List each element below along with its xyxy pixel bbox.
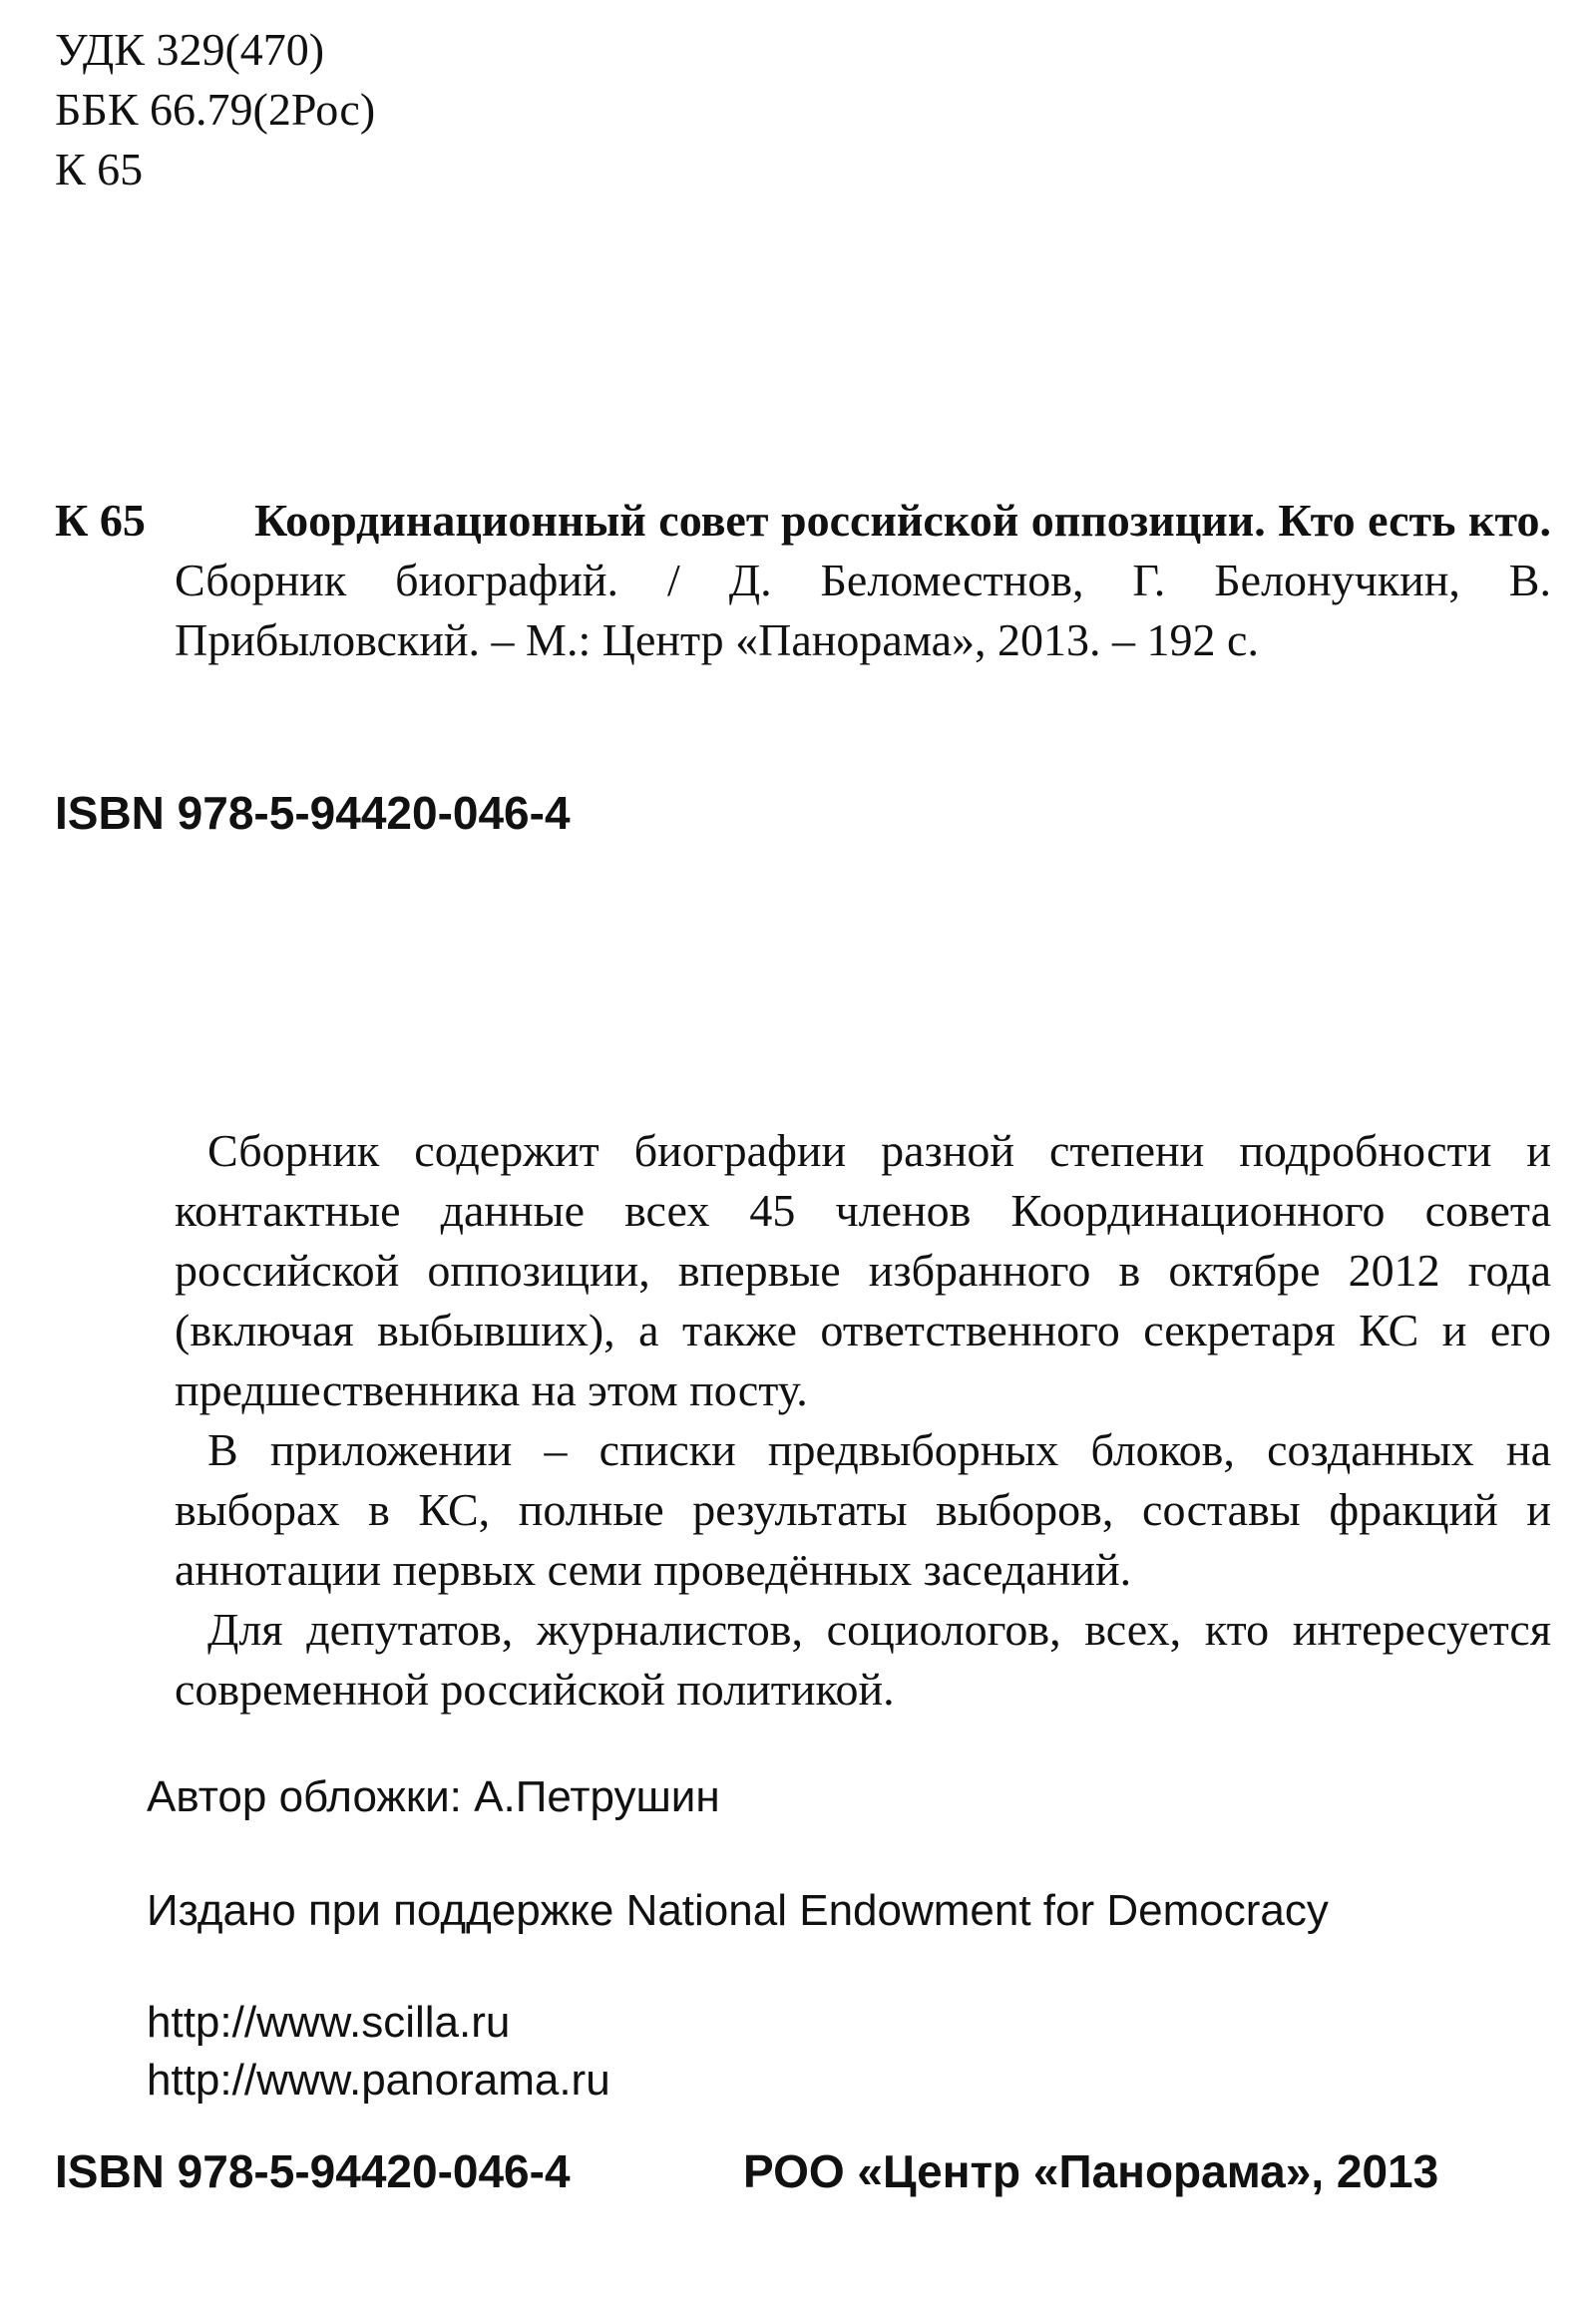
- classification-block: [55, 20, 375, 199]
- annotation-paragraph-3: Для депутатов, журналистов, социологов, всех, кто интересуется современной российской политикой.: [175, 1604, 1551, 1715]
- isbn-bottom: ISBN 978-5-94420-046-4: [55, 2145, 571, 2197]
- udk-code: УДК 329(470): [55, 24, 325, 75]
- book-title: Координационный совет российской оппозиции. Кто есть кто.: [254, 495, 1551, 546]
- copyright: РОО «Центр «Панорама», 2013: [743, 2145, 1439, 2197]
- url-scilla: http://www.scilla.ru: [147, 1998, 511, 2047]
- bbk-code: ББК 66.79(2Рос): [55, 84, 376, 135]
- author-mark: К 65: [55, 144, 144, 194]
- annotation-paragraph-2: В приложении – списки предвыборных блоков, созданных на выборах в КС, полные результаты выборов, составы фракций и аннотации первых семи проведённых заседаний.: [175, 1424, 1551, 1595]
- support-note: Издано при поддержке National Endowment for Democracy: [147, 1886, 1329, 1935]
- cover-author: Автор обложки: А.Петрушин: [147, 1772, 720, 1821]
- biblio-author-mark: К 65: [55, 495, 146, 546]
- footer: [55, 2144, 1551, 2198]
- url-panorama: http://www.panorama.ru: [147, 2056, 610, 2105]
- annotation: [175, 1121, 1551, 1720]
- annotation-paragraph-1: Сборник содержит биографии разной степени подробности и контактные данные всех 45 членов Координационного совета российской оппозиции, впервые избранного в октябре 2012 года (включая выбывших), а также ответственного секретаря КС и его предшественника на этом посту.: [175, 1125, 1551, 1415]
- isbn-top: ISBN 978-5-94420-046-4: [55, 787, 571, 839]
- bibliographic-record: [55, 491, 1551, 670]
- biblio-description: [175, 491, 1551, 670]
- book-details: Сборник биографий. / Д. Беломестнов, Г. Белонучкин, В. Прибыловский. – М.: Центр «Панорама», 2013. – 192 с.: [175, 555, 1551, 665]
